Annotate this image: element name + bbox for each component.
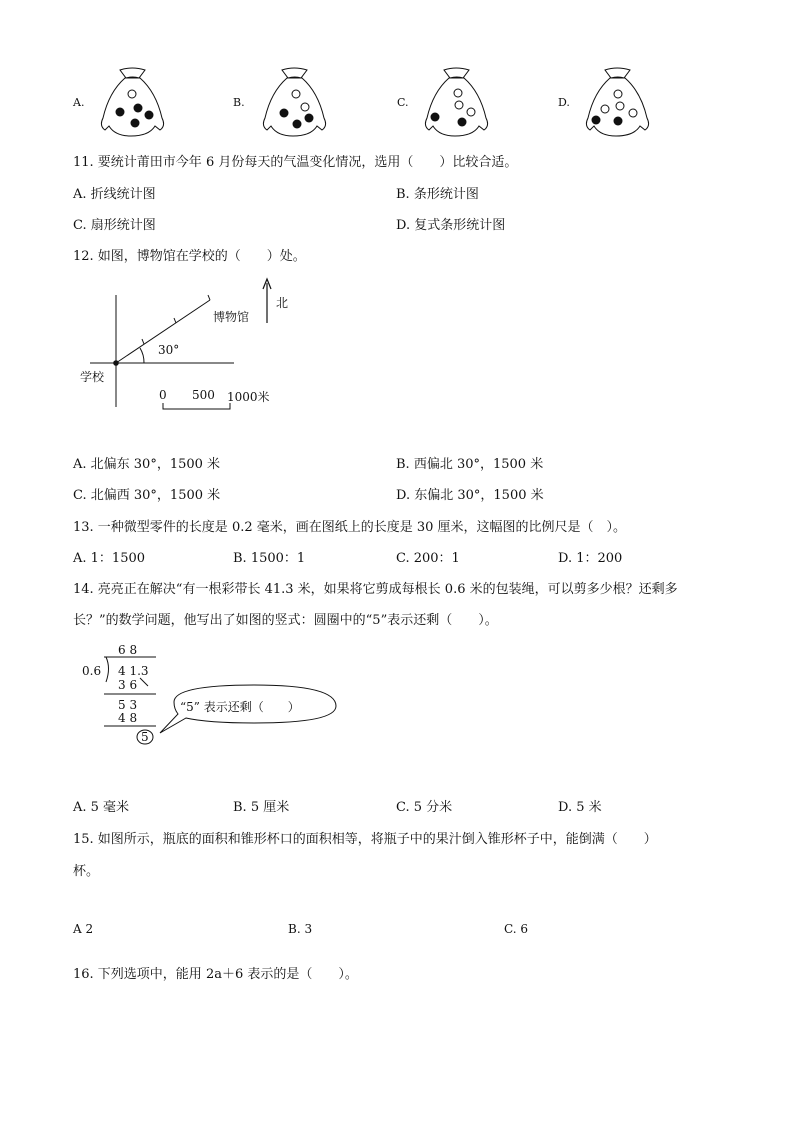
q15-option-c[interactable]: C. 6 [504,922,529,936]
q13-option-a[interactable]: A. 1：1500 [73,551,146,566]
q13-option-d[interactable]: D. 1：200 [558,551,623,566]
q15-stem-line1: 15. 如图所示，瓶底的面积和锥形杯口的面积相等，将瓶子中的果汁倒入锥形杯子中，能倒满（ ） [73,832,657,847]
q12-option-b[interactable]: B. 西偏北 30°，1500 米 [396,457,544,472]
q14-option-d[interactable]: D. 5 米 [558,800,602,815]
q14-stem-line1: 14. 亮亮正在解决“有一根彩带长 41.3 米，如果将它剪成每根长 0.6 米的包装绳，可以剪多少根？还剩多 [73,582,678,597]
q14-quotient: 6 8 [118,643,138,657]
q12-school-label: 学校 [80,370,105,384]
q14-remainder: 5 [141,730,149,744]
q12-option-c[interactable]: C. 北偏西 30°，1500 米 [73,488,221,503]
q12-scale-0: 0 [159,388,167,402]
q11-option-a[interactable]: A. 折线统计图 [73,187,156,202]
q14-option-c[interactable]: C. 5 分米 [396,800,453,815]
q14-step3: 4 8 [118,711,138,725]
q14-option-a[interactable]: A. 5 毫米 [73,800,130,815]
q11-option-d[interactable]: D. 复式条形统计图 [396,218,506,233]
q14-divisor: 0.6 [82,664,102,678]
q16-stem: 16. 下列选项中，能用 2a＋6 表示的是（ ）。 [73,967,358,982]
q11-stem: 11. 要统计莆田市今年 6 月份每天的气温变化情况，选用（ ）比较合适。 [73,155,518,170]
q15-option-b[interactable]: B. 3 [288,922,313,936]
q11-option-b[interactable]: B. 条形统计图 [396,187,479,202]
q10-option-a-bag [95,66,170,138]
q13-stem: 13. 一种微型零件的长度是 0.2 毫米，画在图纸上的长度是 30 厘米，这幅图的比例尺是（ ）。 [73,520,627,535]
q12-angle-label: 30° [158,343,180,357]
q12-north-label: 北 [276,296,289,310]
q14-step1: 3 6 [118,678,138,692]
q14-dividend: 4 1.3 [118,664,149,678]
q10-option-c-bag [419,66,494,138]
q12-scale-1000: 1000米 [227,390,270,404]
q15-stem-line2: 杯。 [73,864,100,879]
q12-scale-500: 500 [192,388,215,402]
q10-option-a-label: A. [73,96,85,109]
q10-option-b-bag [257,66,332,138]
q12-museum-label: 博物馆 [213,310,250,324]
q14-bubble-text: “5” 表示还剩（ ） [180,700,300,714]
q14-step2: 5 3 [118,698,138,712]
q11-option-c[interactable]: C. 扇形统计图 [73,218,156,233]
q12-option-d[interactable]: D. 东偏北 30°，1500 米 [396,488,544,503]
q14-option-b[interactable]: B. 5 厘米 [233,800,290,815]
q14-stem-line2: 长？”的数学问题，他写出了如图的竖式：圆圈中的“5”表示还剩（ ）。 [73,613,498,628]
q12-stem: 12. 如图，博物馆在学校的（ ）处。 [73,249,306,264]
q10-option-b-label: B. [233,96,245,109]
q13-option-b[interactable]: B. 1500：1 [233,551,306,566]
q12-option-a[interactable]: A. 北偏东 30°，1500 米 [73,457,221,472]
q10-option-c-label: C. [397,96,409,109]
q15-option-a[interactable]: A 2 [73,922,94,936]
q10-option-d-bag [580,66,655,138]
q13-option-c[interactable]: C. 200：1 [396,551,460,566]
q10-option-d-label: D. [558,96,570,109]
